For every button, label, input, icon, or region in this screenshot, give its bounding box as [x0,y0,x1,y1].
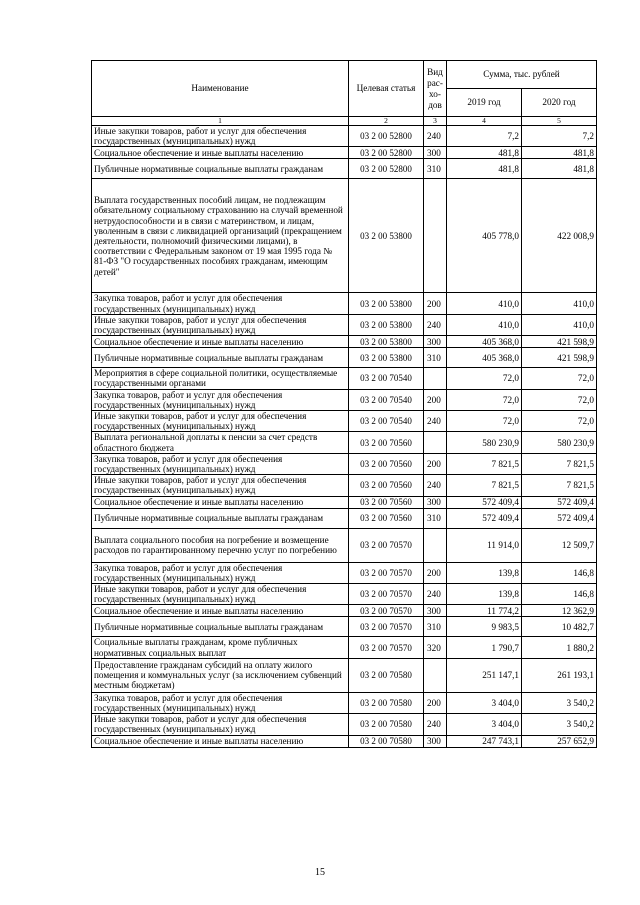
row-sum-2020: 7 821,5 [522,453,597,474]
row-expense-type: 300 [424,735,447,747]
row-sum-2019: 7,2 [447,126,522,147]
table-row [92,637,597,658]
row-sum-2019: 410,0 [447,293,522,314]
row-sum-2020: 3 540,2 [522,692,597,713]
table-row [92,179,597,293]
header-year-2020: 2020 год [522,89,597,117]
row-sum-2019: 139,8 [447,562,522,583]
table-row [92,411,597,432]
row-expense-type: 300 [424,147,447,159]
table-row [92,432,597,453]
row-target-article: 03 2 00 70580 [349,714,424,735]
row-sum-2019: 11 774,2 [447,605,522,617]
row-name: Публичные нормативные социальные выплаты гражданам [92,617,349,637]
row-sum-2020: 7 821,5 [522,475,597,496]
row-expense-type: 310 [424,508,447,528]
row-name: Закупка товаров, работ и услуг для обеспечения государственных (муниципальных) нужд [92,562,349,583]
row-target-article: 03 2 00 70570 [349,617,424,637]
row-sum-2019: 405 778,0 [447,179,522,293]
row-name: Социальное обеспечение и иные выплаты населению [92,496,349,508]
row-sum-2019: 3 404,0 [447,714,522,735]
table-row [92,453,597,474]
row-sum-2019: 11 914,0 [447,528,522,562]
row-sum-2020: 261 193,1 [522,658,597,692]
row-expense-type: 240 [424,584,447,605]
row-name: Закупка товаров, работ и услуг для обеспечения государственных (муниципальных) нужд [92,692,349,713]
row-target-article: 03 2 00 70540 [349,389,424,410]
row-sum-2019: 572 409,4 [447,496,522,508]
row-sum-2020: 72,0 [522,389,597,410]
row-name: Закупка товаров, работ и услуг для обеспечения государственных (муниципальных) нужд [92,389,349,410]
row-name: Социальное обеспечение и иные выплаты населению [92,147,349,159]
table-row [92,147,597,159]
row-sum-2019: 405 368,0 [447,336,522,348]
table-row [92,617,597,637]
row-sum-2019: 481,8 [447,147,522,159]
row-name: Выплата государственных пособий лицам, не подлежащим обязательному социальному страхованию на случай временной нетрудоспособности и в связи с материнством, и лицам, уволенным в связи с ликвидацией организаций (прекращением деятельности, полномочий физическими лицами), в соответствии с Федеральным законом от 19 мая 1995 года № 81-ФЗ "О государственных пособиях гражданам, имеющим детей" [92,179,349,293]
row-expense-type: 200 [424,389,447,410]
row-target-article: 03 2 00 52800 [349,159,424,179]
row-expense-type [424,432,447,453]
row-name: Выплата социального пособия на погребение и возмещение расходов по гарантированному перечню услуг по погребению [92,528,349,562]
row-target-article: 03 2 00 53800 [349,348,424,368]
row-sum-2019: 7 821,5 [447,453,522,474]
row-target-article: 03 2 00 52800 [349,147,424,159]
row-name: Иные закупки товаров, работ и услуг для обеспечения государственных (муниципальных) нужд [92,411,349,432]
table-row [92,293,597,314]
column-number: 5 [522,117,597,126]
row-name: Иные закупки товаров, работ и услуг для обеспечения государственных (муниципальных) нужд [92,126,349,147]
row-expense-type: 300 [424,336,447,348]
row-sum-2020: 3 540,2 [522,714,597,735]
table-row [92,389,597,410]
row-name: Публичные нормативные социальные выплаты гражданам [92,159,349,179]
column-number: 2 [349,117,424,126]
row-name: Публичные нормативные социальные выплаты гражданам [92,508,349,528]
row-target-article: 03 2 00 70540 [349,368,424,389]
row-target-article: 03 2 00 70580 [349,735,424,747]
table-row [92,735,597,747]
row-expense-type [424,528,447,562]
table-row [92,348,597,368]
row-expense-type: 240 [424,714,447,735]
row-sum-2020: 422 008,9 [522,179,597,293]
row-sum-2019: 481,8 [447,159,522,179]
row-target-article: 03 2 00 70570 [349,637,424,658]
table-row [92,368,597,389]
column-number: 4 [447,117,522,126]
row-sum-2020: 410,0 [522,293,597,314]
row-expense-type: 240 [424,126,447,147]
row-name: Социальное обеспечение и иные выплаты населению [92,336,349,348]
row-expense-type: 320 [424,637,447,658]
row-sum-2020: 146,8 [522,562,597,583]
row-expense-type [424,658,447,692]
row-sum-2019: 7 821,5 [447,475,522,496]
row-sum-2020: 481,8 [522,147,597,159]
row-sum-2019: 9 983,5 [447,617,522,637]
table-row [92,314,597,335]
row-name: Публичные нормативные социальные выплаты гражданам [92,348,349,368]
table-row [92,584,597,605]
row-target-article: 03 2 00 70560 [349,496,424,508]
row-expense-type: 240 [424,411,447,432]
row-expense-type: 310 [424,348,447,368]
row-target-article: 03 2 00 70570 [349,584,424,605]
table-row [92,528,597,562]
table-row [92,126,597,147]
table-row [92,714,597,735]
row-sum-2019: 410,0 [447,314,522,335]
row-sum-2019: 572 409,4 [447,508,522,528]
row-expense-type: 300 [424,496,447,508]
row-sum-2019: 580 230,9 [447,432,522,453]
row-name: Иные закупки товаров, работ и услуг для обеспечения государственных (муниципальных) нужд [92,314,349,335]
row-sum-2019: 3 404,0 [447,692,522,713]
row-sum-2020: 257 652,9 [522,735,597,747]
row-expense-type: 240 [424,314,447,335]
header-year-2019: 2019 год [447,89,522,117]
table-body [92,126,597,748]
row-sum-2019: 72,0 [447,411,522,432]
row-name: Иные закупки товаров, работ и услуг для обеспечения государственных (муниципальных) нужд [92,475,349,496]
table-row [92,159,597,179]
row-target-article: 03 2 00 53800 [349,179,424,293]
row-sum-2020: 572 409,4 [522,496,597,508]
row-sum-2020: 481,8 [522,159,597,179]
row-target-article: 03 2 00 70560 [349,453,424,474]
row-sum-2019: 72,0 [447,389,522,410]
row-sum-2020: 10 482,7 [522,617,597,637]
row-expense-type [424,368,447,389]
row-sum-2020: 12 362,9 [522,605,597,617]
row-target-article: 03 2 00 53800 [349,336,424,348]
row-target-article: 03 2 00 70570 [349,562,424,583]
row-name: Выплата региональной доплаты к пенсии за счет средств областного бюджета [92,432,349,453]
row-sum-2020: 1 880,2 [522,637,597,658]
table-row [92,336,597,348]
page-number: 15 [315,867,325,878]
row-name: Социальные выплаты гражданам, кроме публичных нормативных социальных выплат [92,637,349,658]
row-target-article: 03 2 00 70560 [349,508,424,528]
row-target-article: 03 2 00 70570 [349,605,424,617]
table-row [92,496,597,508]
header-sum-group: Сумма, тыс. рублей [447,61,597,89]
row-expense-type: 200 [424,453,447,474]
table-row [92,562,597,583]
row-expense-type: 300 [424,605,447,617]
table-row [92,475,597,496]
row-expense-type: 200 [424,293,447,314]
header-name: Наименование [92,61,349,117]
row-target-article: 03 2 00 70570 [349,528,424,562]
row-expense-type [424,179,447,293]
column-number: 3 [424,117,447,126]
header-target-article: Целевая статья [349,61,424,117]
row-sum-2019: 1 790,7 [447,637,522,658]
row-name: Социальное обеспечение и иные выплаты населению [92,735,349,747]
row-sum-2020: 146,8 [522,584,597,605]
row-sum-2019: 251 147,1 [447,658,522,692]
table-row [92,658,597,692]
row-target-article: 03 2 00 70540 [349,411,424,432]
row-target-article: 03 2 00 70560 [349,432,424,453]
table-row [92,692,597,713]
row-name: Предоставление гражданам субсидий на оплату жилого помещения и коммунальных услуг (за исключением субвенций местным бюджетам) [92,658,349,692]
row-expense-type: 200 [424,692,447,713]
row-expense-type: 310 [424,159,447,179]
row-sum-2019: 139,8 [447,584,522,605]
table-row [92,605,597,617]
row-sum-2020: 72,0 [522,411,597,432]
row-sum-2020: 421 598,9 [522,336,597,348]
row-expense-type: 240 [424,475,447,496]
row-expense-type: 310 [424,617,447,637]
row-name: Закупка товаров, работ и услуг для обеспечения государственных (муниципальных) нужд [92,293,349,314]
row-target-article: 03 2 00 53800 [349,293,424,314]
row-name: Социальное обеспечение и иные выплаты населению [92,605,349,617]
row-target-article: 03 2 00 53800 [349,314,424,335]
row-name: Иные закупки товаров, работ и услуг для обеспечения государственных (муниципальных) нужд [92,714,349,735]
row-sum-2020: 580 230,9 [522,432,597,453]
row-target-article: 03 2 00 70580 [349,692,424,713]
row-sum-2019: 72,0 [447,368,522,389]
row-expense-type: 200 [424,562,447,583]
column-number: 1 [92,117,349,126]
row-name: Иные закупки товаров, работ и услуг для обеспечения государственных (муниципальных) нужд [92,584,349,605]
row-target-article: 03 2 00 70580 [349,658,424,692]
row-sum-2020: 572 409,4 [522,508,597,528]
row-sum-2020: 7,2 [522,126,597,147]
table-row [92,508,597,528]
row-sum-2019: 405 368,0 [447,348,522,368]
row-target-article: 03 2 00 70560 [349,475,424,496]
row-sum-2020: 410,0 [522,314,597,335]
row-sum-2020: 72,0 [522,368,597,389]
budget-table [91,60,597,748]
header-expense-type: Вид рас-хо-дов [424,61,447,117]
row-name: Мероприятия в сфере социальной политики, осуществляемые государственными органами [92,368,349,389]
row-sum-2020: 12 509,7 [522,528,597,562]
row-sum-2019: 247 743,1 [447,735,522,747]
row-name: Закупка товаров, работ и услуг для обеспечения государственных (муниципальных) нужд [92,453,349,474]
row-sum-2020: 421 598,9 [522,348,597,368]
row-target-article: 03 2 00 52800 [349,126,424,147]
